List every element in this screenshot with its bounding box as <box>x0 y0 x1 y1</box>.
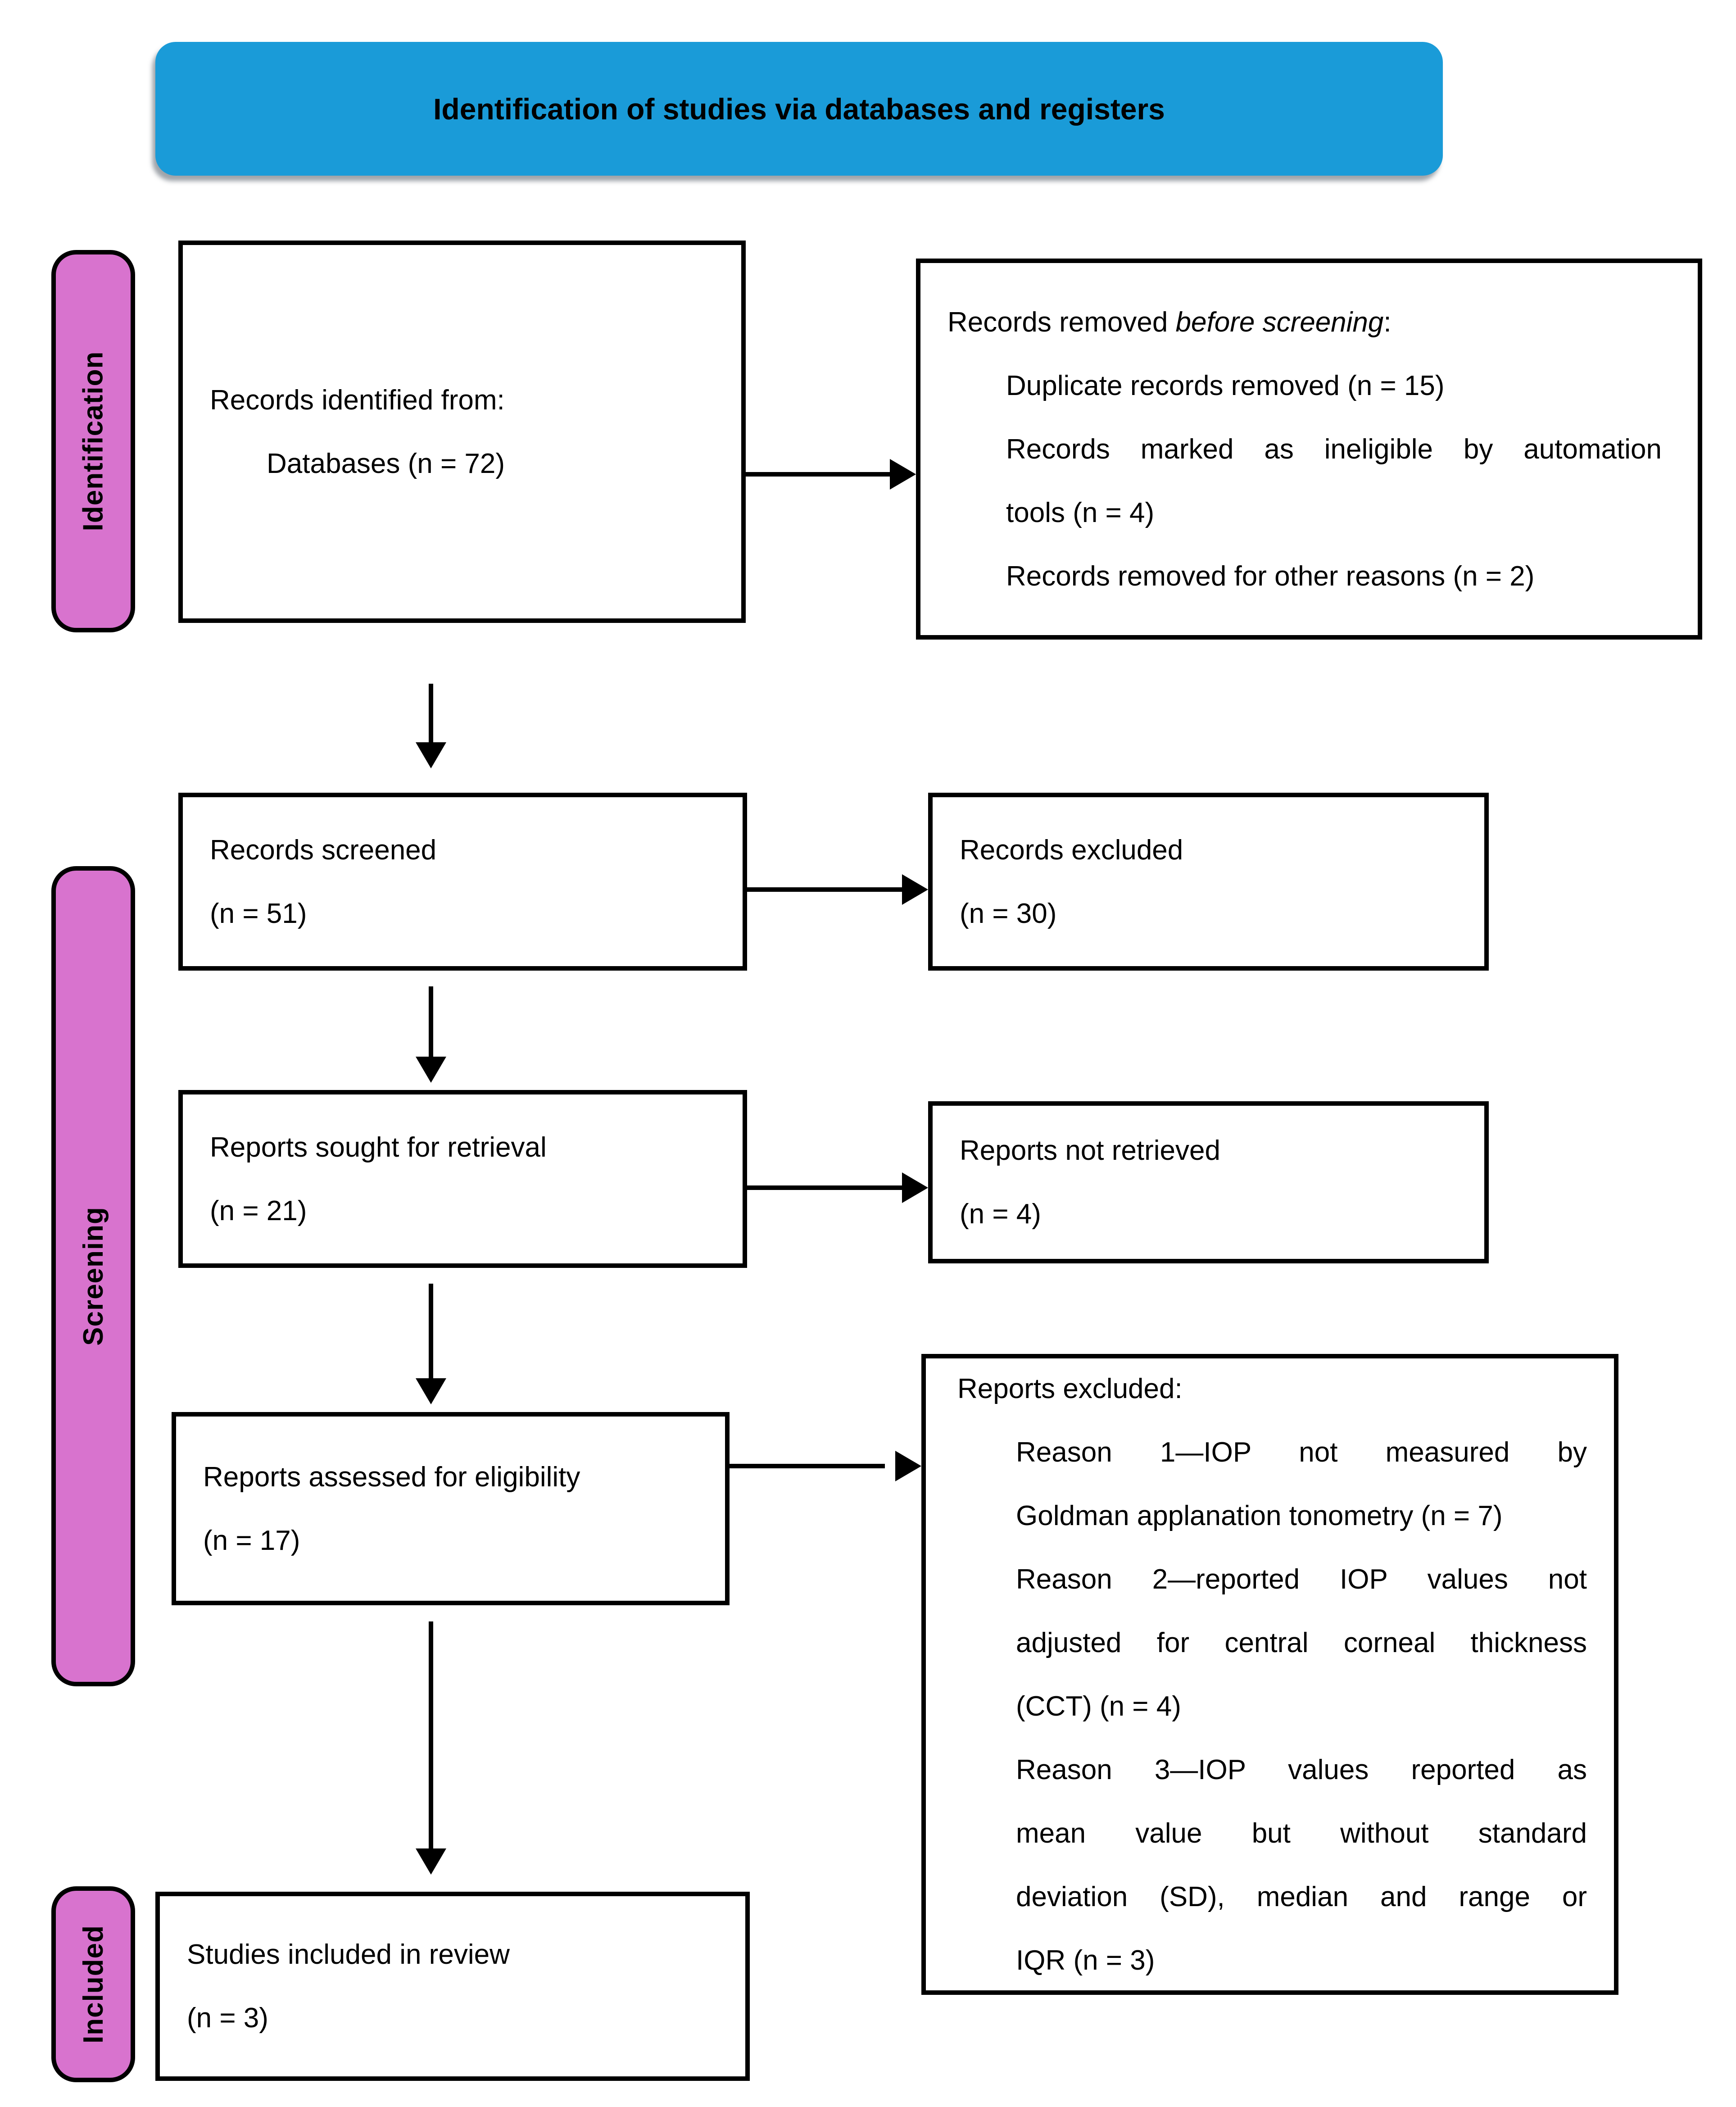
records-removed-item3: Records removed for other reasons (n = 2) <box>1006 560 1535 592</box>
arrow-assessed-to-included-line <box>429 1621 433 1849</box>
records-removed-item2-line1: Records marked as ineligible by automation <box>1006 433 1662 465</box>
stage-label-identification <box>51 250 135 632</box>
records-removed-title-italic: before screening <box>1175 306 1384 338</box>
records-identified-line2: Databases (n = 72) <box>267 448 505 479</box>
reports-sought-line2: (n = 21) <box>210 1195 307 1226</box>
studies-included-line2: (n = 3) <box>187 2003 268 2034</box>
arrow-sought-to-not-retrieved-line <box>746 1185 904 1190</box>
reports-excluded-reason1-line1: Reason 1—IOP not measured by <box>1016 1436 1587 1468</box>
arrow-screened-to-sought-head-icon <box>416 1057 446 1083</box>
arrow-assessed-to-reports-excluded-line <box>730 1464 885 1468</box>
records-removed-title-prefix: Records removed <box>947 306 1176 338</box>
box-records-removed <box>916 259 1702 640</box>
reports-excluded-reason2-line2: adjusted for central corneal thickness <box>1016 1627 1587 1658</box>
box-reports-excluded <box>921 1354 1618 1995</box>
reports-excluded-reason3-line1: Reason 3—IOP values reported as <box>1016 1754 1587 1785</box>
reports-excluded-reason2-line1: Reason 2—reported IOP values not <box>1016 1563 1587 1595</box>
records-removed-title <box>920 291 1698 354</box>
stage-label-included <box>51 1886 135 2082</box>
stage-label-included-text: Included <box>77 1925 109 2043</box>
reports-assessed-line1: Reports assessed for eligibility <box>203 1461 580 1493</box>
reports-excluded-reason3-line2: mean value but without standard <box>1016 1817 1587 1849</box>
header-title: Identification of studies via databases and registers <box>433 92 1165 126</box>
header-banner <box>155 42 1443 176</box>
arrow-sought-to-not-retrieved-head-icon <box>902 1172 928 1203</box>
arrow-screened-to-excluded-line <box>746 887 904 892</box>
records-excluded-line1: Records excluded <box>960 834 1183 866</box>
records-screened-line1: Records screened <box>210 834 437 866</box>
arrow-identified-to-screened-head-icon <box>416 742 446 768</box>
arrow-assessed-to-included-head-icon <box>416 1848 446 1875</box>
reports-excluded-reason2-line3: (CCT) (n = 4) <box>1016 1690 1181 1722</box>
reports-not-retrieved-line1: Reports not retrieved <box>960 1135 1220 1166</box>
reports-excluded-reason1-line2: Goldman applanation tonometry (n = 7) <box>1016 1500 1503 1531</box>
reports-assessed-line2: (n = 17) <box>203 1525 300 1556</box>
arrow-identified-to-screened-line <box>429 684 433 743</box>
stage-label-identification-text: Identification <box>77 351 109 531</box>
arrow-assessed-to-reports-excluded-head-icon <box>895 1451 921 1481</box>
reports-excluded-title: Reports excluded: <box>957 1373 1183 1404</box>
reports-excluded-reason3-line4: IQR (n = 3) <box>1016 1944 1155 1976</box>
records-identified-line1: Records identified from: <box>210 384 505 416</box>
box-studies-included <box>155 1892 750 2081</box>
arrow-sought-to-assessed-line <box>429 1284 433 1379</box>
records-removed-item2-line2: tools (n = 4) <box>1006 497 1155 528</box>
box-records-identified <box>178 241 746 623</box>
stage-label-screening-text: Screening <box>77 1207 109 1346</box>
records-removed-item1: Duplicate records removed (n = 15) <box>1006 370 1445 401</box>
box-records-screened <box>178 793 747 971</box>
reports-sought-line1: Reports sought for retrieval <box>210 1131 547 1163</box>
arrow-screened-to-excluded-head-icon <box>902 874 928 905</box>
arrow-identified-to-removed-head-icon <box>890 459 916 490</box>
box-reports-assessed <box>172 1412 730 1605</box>
box-reports-not-retrieved <box>928 1101 1489 1263</box>
box-records-excluded <box>928 793 1489 971</box>
records-removed-title-suffix: : <box>1383 306 1392 338</box>
reports-not-retrieved-line2: (n = 4) <box>960 1199 1041 1230</box>
arrow-sought-to-assessed-head-icon <box>416 1378 446 1404</box>
studies-included-line1: Studies included in review <box>187 1939 510 1970</box>
arrow-screened-to-sought-line <box>429 986 433 1058</box>
arrow-identified-to-removed-line <box>746 472 892 477</box>
records-screened-line2: (n = 51) <box>210 898 307 929</box>
reports-excluded-reason3-line3: deviation (SD), median and range or <box>1016 1881 1587 1912</box>
records-excluded-line2: (n = 30) <box>960 898 1057 929</box>
box-reports-sought <box>178 1090 747 1268</box>
stage-label-screening <box>51 866 135 1686</box>
